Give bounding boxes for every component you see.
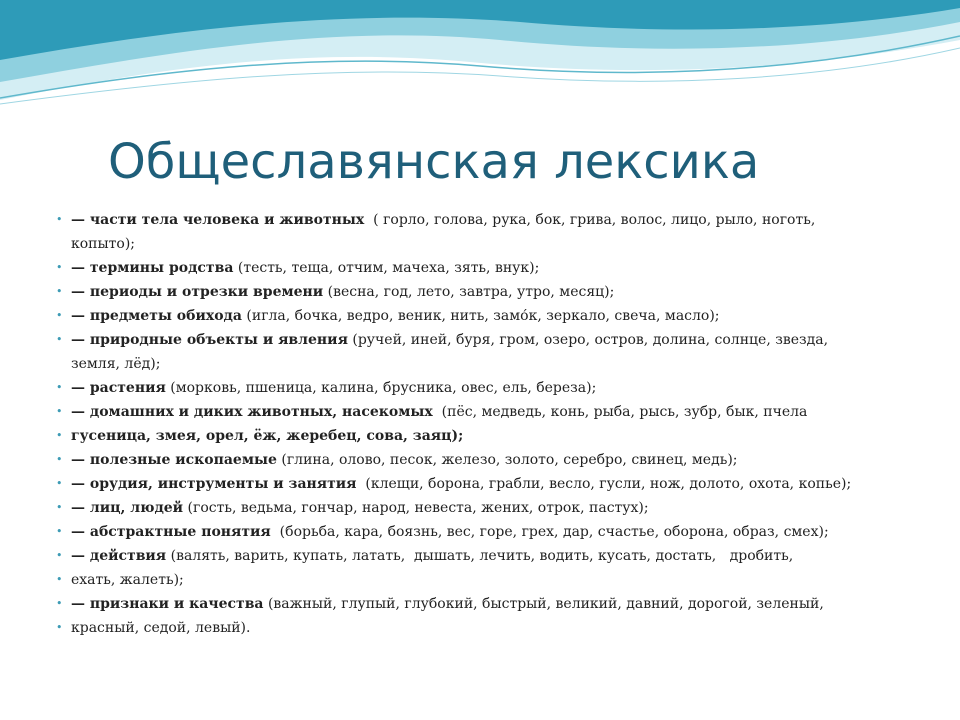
list-item [56, 376, 916, 400]
list-item [56, 544, 916, 568]
item-examples: (тесть, теща, отчим, мачеха, зять, внук); [233, 260, 540, 276]
bullet-icon: • [56, 453, 63, 466]
list-item [56, 448, 916, 472]
list-item [56, 520, 916, 544]
bullet-icon: • [56, 549, 63, 562]
bullet-icon: • [56, 309, 63, 322]
item-examples: копыто); [71, 236, 136, 252]
item-examples: (борьба, кара, боязнь, вес, горе, грех, дар, счастье, оборона, образ, смех); [270, 524, 829, 540]
bullet-icon: • [56, 429, 63, 442]
bullet-icon: • [56, 213, 63, 226]
list-item [56, 424, 916, 448]
page-title: Общеславянская лексика [108, 134, 760, 190]
list-item [56, 352, 916, 376]
item-examples: (морковь, пшеница, калина, брусника, овес, ель, береза); [165, 380, 597, 396]
list-item [56, 616, 916, 640]
bullet-icon: • [56, 525, 63, 538]
bullet-icon: • [56, 381, 63, 394]
bullet-icon: • [56, 573, 63, 586]
list-item [56, 208, 916, 232]
item-examples: (игла, бочка, ведро, веник, нить, замо́к, зеркало, свеча, масло); [241, 308, 720, 324]
item-term: — домашних и диких животных, насекомых [71, 404, 433, 420]
item-term: — природные объекты и явления [71, 332, 348, 348]
item-examples: красный, седой, левый). [71, 620, 251, 636]
item-examples: (пёс, медведь, конь, рыба, рысь, зубр, бык, пчела [432, 404, 808, 420]
lexicon-list [56, 208, 916, 640]
list-item [56, 472, 916, 496]
item-term: — периоды и отрезки времени [71, 284, 324, 300]
bullet-icon: • [56, 501, 63, 514]
item-term: — признаки и качества [71, 596, 264, 612]
item-term: — лиц, людей [71, 500, 184, 516]
item-term: — части тела человека и животных [71, 212, 365, 228]
item-examples: земля, лёд); [71, 356, 161, 372]
item-examples: (важный, глупый, глубокий, быстрый, великий, давний, дорогой, зеленый, [263, 596, 824, 612]
item-term: — абстрактные понятия [71, 524, 271, 540]
list-item [56, 592, 916, 616]
item-examples: (валять, варить, купать, латать, дышать, лечить, водить, кусать, достать, дробить, [166, 548, 794, 564]
item-examples: (глина, олово, песок, железо, золото, серебро, свинец, медь); [276, 452, 738, 468]
item-examples: ( горло, голова, рука, бок, грива, волос, лицо, рыло, ноготь, [364, 212, 816, 228]
list-item [56, 400, 916, 424]
bullet-icon: • [56, 621, 63, 634]
item-term: — орудия, инструменты и занятия [71, 476, 357, 492]
item-term: — предметы обихода [71, 308, 242, 324]
list-item [56, 328, 916, 352]
header-wave-decoration [0, 0, 960, 120]
item-term: — действия [71, 548, 167, 564]
list-item [56, 304, 916, 328]
bullet-icon: • [56, 333, 63, 346]
list-item [56, 232, 916, 256]
list-item [56, 568, 916, 592]
item-term: — полезные ископаемые [71, 452, 277, 468]
bullet-icon: • [56, 597, 63, 610]
list-item [56, 280, 916, 304]
bullet-icon: • [56, 405, 63, 418]
item-term: гусеница, змея, орел, ёж, жеребец, сова, заяц); [71, 428, 464, 444]
item-examples: (ручей, иней, буря, гром, озеро, остров, долина, солнце, звезда, [347, 332, 829, 348]
item-term: — термины родства [71, 260, 234, 276]
bullet-icon: • [56, 477, 63, 490]
list-item [56, 256, 916, 280]
item-term: — растения [71, 380, 166, 396]
bullet-icon: • [56, 261, 63, 274]
item-examples: (весна, год, лето, завтра, утро, месяц); [323, 284, 615, 300]
bullet-icon: • [56, 285, 63, 298]
list-item [56, 496, 916, 520]
item-examples: (клещи, борона, грабли, весло, гусли, нож, долото, охота, копье); [356, 476, 852, 492]
item-examples: (гость, ведьма, гончар, народ, невеста, жених, отрок, пастух); [183, 500, 649, 516]
item-examples: ехать, жалеть); [71, 572, 184, 588]
